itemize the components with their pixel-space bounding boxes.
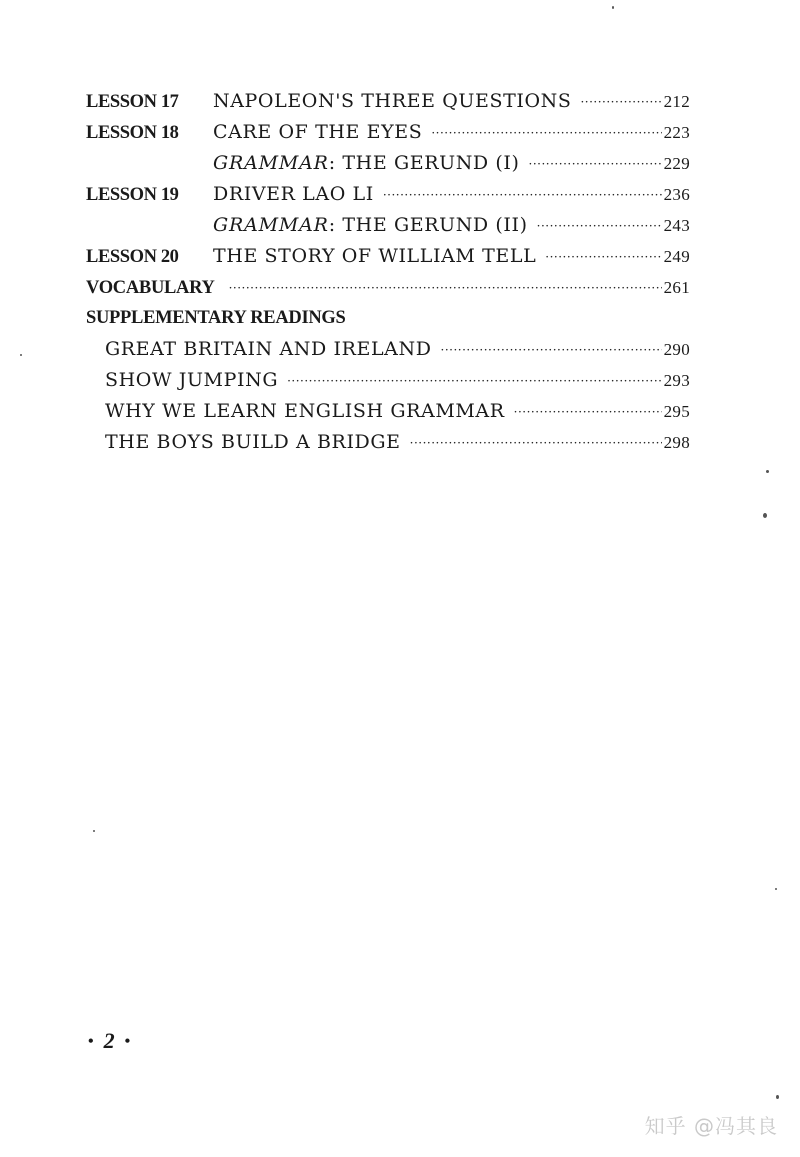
dot-leader: [383, 180, 662, 211]
grammar-prefix: GRAMMAR: [213, 214, 329, 236]
dot-leader: [410, 428, 662, 459]
grammar-title: : THE GERUND (I): [328, 152, 520, 174]
entry-title: GREAT BRITAIN AND IRELAND: [105, 338, 432, 360]
dot-leader: [545, 242, 661, 273]
toc-entry-vocabulary: [86, 272, 690, 303]
section-heading: VOCABULARY: [86, 278, 215, 298]
entry-title: WHY WE LEARN ENGLISH GRAMMAR: [105, 400, 505, 422]
toc-entry-grammar-gerund-1: [86, 148, 690, 179]
scan-speck: [763, 513, 767, 518]
lesson-label: LESSON 17: [86, 92, 179, 112]
page-number: 295: [663, 402, 690, 421]
toc-entry-lesson-18: [86, 117, 690, 148]
dot-leader: [441, 335, 662, 366]
page-number: 236: [663, 185, 690, 204]
toc-section-supplementary: [86, 303, 690, 334]
dot-leader: [580, 87, 661, 118]
scan-speck: [612, 6, 614, 9]
grammar-title: : THE GERUND (II): [328, 214, 528, 236]
entry-title: DRIVER LAO LI: [213, 183, 374, 205]
entry-title: THE STORY OF WILLIAM TELL: [213, 245, 537, 267]
dot-leader: [287, 366, 661, 397]
scan-speck: [93, 830, 95, 832]
entry-title: NAPOLEON'S THREE QUESTIONS: [213, 90, 572, 112]
section-heading: SUPPLEMENTARY READINGS: [86, 308, 346, 328]
folio-page-number: [88, 1028, 140, 1054]
entry-title: CARE OF THE EYES: [213, 121, 423, 143]
dot-leader: [529, 149, 662, 180]
scan-speck: [776, 1095, 779, 1099]
dot-leader: [514, 397, 662, 428]
page-number: 249: [663, 247, 690, 266]
page-number: 293: [663, 371, 690, 390]
toc-entry-why-learn-grammar: [86, 396, 690, 427]
toc-entry-great-britain: [86, 334, 690, 365]
entry-title: THE BOYS BUILD A BRIDGE: [105, 431, 401, 453]
folio-bullet-right: •: [124, 1033, 141, 1050]
entry-title: [213, 210, 528, 241]
scan-speck: [775, 888, 777, 890]
dot-leader: [537, 211, 662, 242]
entry-title: SHOW JUMPING: [105, 369, 279, 391]
scan-speck: [20, 354, 22, 356]
folio-number: 2: [103, 1028, 125, 1053]
page-number: 243: [663, 216, 690, 235]
page-number: 261: [663, 278, 690, 297]
page-number: 290: [663, 340, 690, 359]
lesson-label: LESSON 20: [86, 247, 179, 267]
watermark: 知乎 @冯其良: [644, 1114, 778, 1138]
lesson-label: LESSON 18: [86, 123, 179, 143]
page-number: 298: [663, 433, 690, 452]
toc-entry-lesson-17: [86, 86, 690, 117]
lesson-label: LESSON 19: [86, 185, 179, 205]
toc-entry-lesson-20: [86, 241, 690, 272]
table-of-contents: [86, 86, 690, 458]
dot-leader: [229, 273, 662, 304]
toc-entry-lesson-19: [86, 179, 690, 210]
toc-entry-boys-build-bridge: [86, 427, 690, 458]
scan-speck: [766, 470, 769, 473]
page-number: 223: [663, 123, 690, 142]
dot-leader: [431, 118, 661, 149]
entry-title: [213, 148, 520, 179]
toc-entry-show-jumping: [86, 365, 690, 396]
folio-bullet-left: •: [88, 1033, 104, 1050]
toc-entry-grammar-gerund-2: [86, 210, 690, 241]
page-number: 229: [663, 154, 690, 173]
page-number: 212: [663, 92, 690, 111]
grammar-prefix: GRAMMAR: [213, 152, 329, 174]
